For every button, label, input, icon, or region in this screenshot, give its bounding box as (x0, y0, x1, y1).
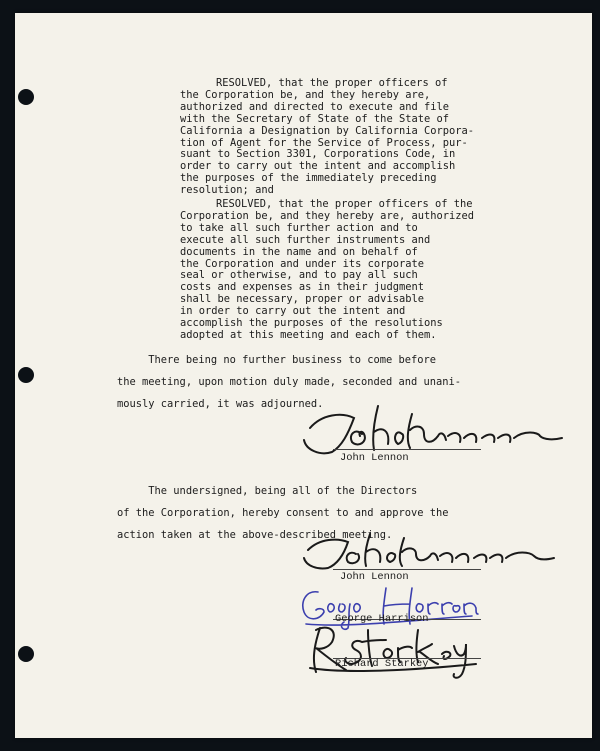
binder-hole (18, 89, 34, 105)
resolution-paragraph-2: RESOLVED, that the proper officers of the Corporation be, and they hereby are, authorized to take all such further action and to execute all such further instruments and documents in the name and on behalf of the Corporation and under its corporate seal or otherwise, and to pay all such costs and expenses as in their judgment shall be necessary, proper or advisable in order to carry out the intent and accomplish the purposes of the resolutions adopted at this meeting and each of them. (180, 198, 475, 341)
director-name-2: George Harrison (335, 613, 429, 625)
director-name-1: John Lennon (340, 571, 409, 583)
signature-line (333, 449, 481, 450)
director-name-3: Richard Starkey (335, 658, 429, 670)
john-lennon-signature (292, 400, 582, 460)
secretary-name: John Lennon (340, 452, 409, 464)
john-lennon-director-signature (292, 530, 562, 574)
binder-hole (18, 646, 34, 662)
consent-paragraph: The undersigned, being all of the Directors of the Corporation, hereby consent to and approve the action taken at the above-described meeting. (117, 485, 449, 541)
resolution-paragraph-1: RESOLVED, that the proper officers of the Corporation be, and they hereby are, authorized and directed to execute and file with the Secretary of State of the State of California a Designation by California Corpora- tion of Agent for the Service of Process, pur- suant to Section 3301, Corporations Code, in order to carry out the intent and accomplish the purposes of the immediately preceding resolution; and (180, 77, 475, 197)
signature-line (333, 569, 481, 570)
richard-starkey-signature (306, 620, 496, 684)
adjournment-paragraph: There being no further business to come before the meeting, upon motion duly made, seconded and unani- mously carried, it was adjourned. (117, 354, 462, 410)
binder-hole (18, 367, 34, 383)
